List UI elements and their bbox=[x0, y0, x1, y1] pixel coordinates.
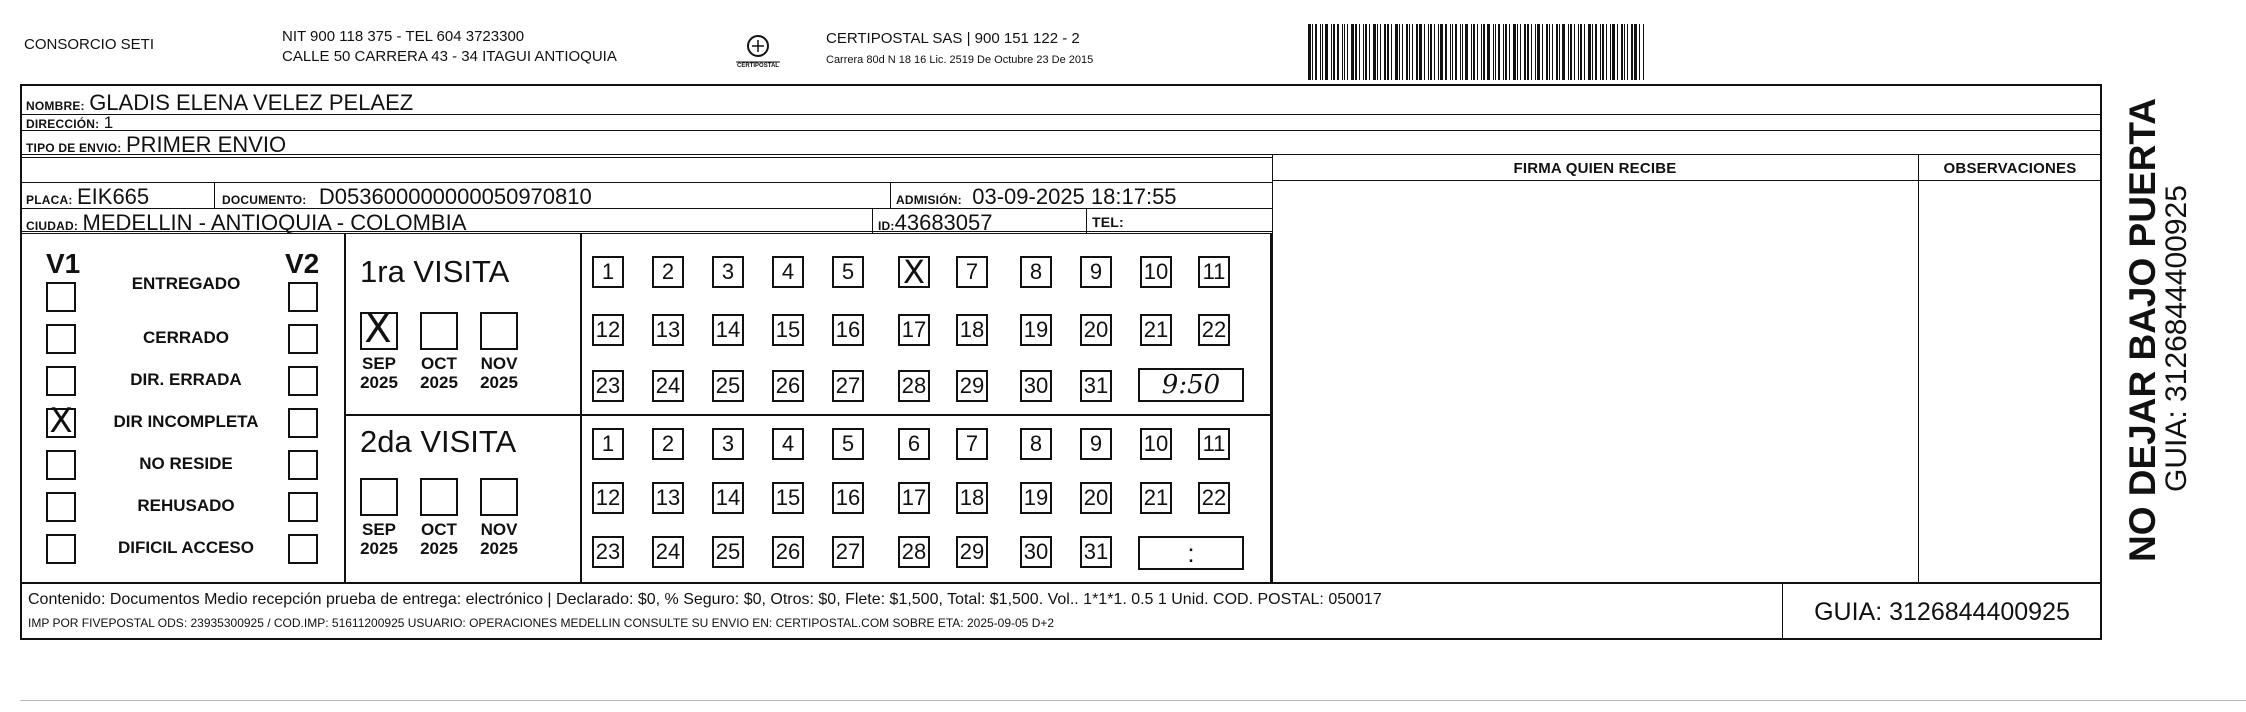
status-v1-checkbox[interactable] bbox=[46, 366, 76, 396]
day-box[interactable]: 12 bbox=[592, 314, 624, 346]
day-box[interactable]: 8 bbox=[1020, 428, 1052, 460]
direccion-field bbox=[26, 113, 114, 132]
day-box[interactable]: 21 bbox=[1140, 482, 1172, 514]
day-box[interactable]: X bbox=[898, 256, 930, 288]
day-box[interactable]: 11 bbox=[1198, 428, 1230, 460]
status-v1-checkbox[interactable] bbox=[46, 492, 76, 522]
day-box[interactable]: 2 bbox=[652, 428, 684, 460]
day-box[interactable]: 11 bbox=[1198, 256, 1230, 288]
day-box[interactable]: 13 bbox=[652, 482, 684, 514]
day-box[interactable]: 6 bbox=[898, 428, 930, 460]
visit2-time: : bbox=[1138, 536, 1244, 570]
id-value: 43683057 bbox=[894, 210, 993, 235]
day-box[interactable]: 2 bbox=[652, 256, 684, 288]
placa-value: EIK665 bbox=[76, 184, 150, 209]
status-v2-checkbox[interactable] bbox=[288, 324, 318, 354]
day-box[interactable]: 30 bbox=[1020, 370, 1052, 402]
day-box[interactable]: 7 bbox=[956, 256, 988, 288]
side-guia-text: GUIA: 3126844400925 bbox=[2160, 185, 2193, 492]
month-checkbox[interactable] bbox=[420, 312, 458, 350]
status-v2-checkbox[interactable] bbox=[288, 450, 318, 480]
documento-value: D053600000000050970810 bbox=[318, 184, 592, 209]
day-box[interactable]: 4 bbox=[772, 256, 804, 288]
barcode bbox=[1308, 24, 1645, 80]
documento-field bbox=[222, 184, 592, 210]
day-box[interactable]: 17 bbox=[898, 314, 930, 346]
admision-field bbox=[896, 184, 1177, 210]
address-line: CALLE 50 CARRERA 43 - 34 ITAGUI ANTIOQUIA bbox=[282, 48, 617, 65]
day-box[interactable]: 31 bbox=[1080, 536, 1112, 568]
day-box[interactable]: 17 bbox=[898, 482, 930, 514]
month-checkbox[interactable] bbox=[480, 312, 518, 350]
status-label: ENTREGADO bbox=[131, 274, 241, 293]
day-box[interactable]: 5 bbox=[832, 256, 864, 288]
status-v1-checkbox[interactable] bbox=[46, 450, 76, 480]
day-box[interactable]: 18 bbox=[956, 314, 988, 346]
status-v1-checkbox[interactable] bbox=[46, 324, 76, 354]
day-box[interactable]: 10 bbox=[1140, 428, 1172, 460]
day-box[interactable]: 1 bbox=[592, 256, 624, 288]
day-box[interactable]: 24 bbox=[652, 370, 684, 402]
visit1-title: 1ra VISITA bbox=[360, 254, 510, 289]
day-box[interactable]: 29 bbox=[956, 370, 988, 402]
status-label: NO RESIDE bbox=[139, 454, 233, 473]
nit-line: NIT 900 118 375 - TEL 604 3723300 bbox=[282, 28, 525, 45]
v1-header: V1 bbox=[46, 248, 81, 279]
tipo-field bbox=[26, 132, 286, 158]
ciudad-value: MEDELLIN - ANTIOQUIA - COLOMBIA bbox=[82, 210, 467, 235]
day-box[interactable]: 12 bbox=[592, 482, 624, 514]
day-box[interactable]: 24 bbox=[652, 536, 684, 568]
month-label: NOV 2025 bbox=[480, 520, 518, 558]
visit2-title: 2da VISITA bbox=[360, 424, 517, 459]
documento-label: DOCUMENTO: bbox=[222, 193, 307, 207]
month-label: NOV 2025 bbox=[480, 354, 518, 392]
day-box[interactable]: 21 bbox=[1140, 314, 1172, 346]
firma-label: FIRMA QUIEN RECIBE bbox=[1513, 160, 1677, 177]
month-label: SEP 2025 bbox=[360, 354, 398, 392]
day-box[interactable]: 22 bbox=[1198, 314, 1230, 346]
month-label: OCT 2025 bbox=[420, 520, 458, 558]
tipo-label: TIPO DE ENVIO: bbox=[26, 141, 122, 155]
day-box[interactable]: 16 bbox=[832, 314, 864, 346]
day-box[interactable]: 20 bbox=[1080, 314, 1112, 346]
day-box[interactable]: 26 bbox=[772, 536, 804, 568]
day-box[interactable]: 16 bbox=[832, 482, 864, 514]
license-line: Carrera 80d N 18 16 Lic. 2519 De Octubre 23 De 2015 bbox=[826, 54, 1094, 66]
day-box[interactable]: 14 bbox=[712, 482, 744, 514]
month-checkbox[interactable] bbox=[360, 478, 398, 516]
status-v2-checkbox[interactable] bbox=[288, 282, 318, 312]
status-label: REHUSADO bbox=[137, 496, 235, 515]
ciudad-label: CIUDAD: bbox=[26, 219, 79, 233]
visit1-time: 9:50 bbox=[1138, 368, 1244, 402]
nombre-label: NOMBRE: bbox=[26, 99, 85, 113]
carrier-line: CERTIPOSTAL SAS | 900 151 122 - 2 bbox=[826, 30, 1080, 47]
day-box[interactable]: 29 bbox=[956, 536, 988, 568]
day-box[interactable]: 26 bbox=[772, 370, 804, 402]
nombre-field bbox=[26, 90, 413, 116]
day-box[interactable]: 5 bbox=[832, 428, 864, 460]
day-box[interactable]: 10 bbox=[1140, 256, 1172, 288]
direccion-label: DIRECCIÓN: bbox=[26, 117, 100, 131]
day-box[interactable]: 1 bbox=[592, 428, 624, 460]
day-box[interactable]: 23 bbox=[592, 370, 624, 402]
day-box[interactable]: 27 bbox=[832, 536, 864, 568]
day-box[interactable]: 27 bbox=[832, 370, 864, 402]
month-label: SEP 2025 bbox=[360, 520, 398, 558]
imp-line: IMP POR FIVEPOSTAL ODS: 23935300925 / COD.IMP: 51611200925 USUARIO: OPERACIONES MEDELLIN CONSULTE SU ENVIO EN: CERTIPOSTAL.COM SOBRE ETA: 2025-09-05 D+2 bbox=[28, 616, 1055, 630]
v2-header: V2 bbox=[285, 248, 320, 279]
tel-field bbox=[1092, 214, 1124, 232]
day-box[interactable]: 19 bbox=[1020, 482, 1052, 514]
status-label: DIR. ERRADA bbox=[130, 370, 242, 389]
logo-text: CERTIPOSTAL bbox=[737, 63, 779, 69]
day-box[interactable]: 23 bbox=[592, 536, 624, 568]
admision-label: ADMISIÓN: bbox=[896, 193, 962, 207]
guia-box: GUIA: 3126844400925 bbox=[1814, 598, 2070, 626]
day-box[interactable]: 28 bbox=[898, 370, 930, 402]
nombre-value: GLADIS ELENA VELEZ PELAEZ bbox=[89, 90, 414, 115]
certipostal-logo bbox=[728, 30, 788, 74]
day-box[interactable]: 15 bbox=[772, 482, 804, 514]
day-box[interactable]: 3 bbox=[712, 428, 744, 460]
tel-label: TEL: bbox=[1092, 214, 1124, 230]
no-dejar-text: NO DEJAR BAJO PUERTA bbox=[2122, 98, 2163, 562]
tipo-value: PRIMER ENVIO bbox=[125, 132, 287, 157]
day-box[interactable]: 19 bbox=[1020, 314, 1052, 346]
day-box[interactable]: 22 bbox=[1198, 482, 1230, 514]
day-box[interactable]: 9 bbox=[1080, 256, 1112, 288]
month-checkbox[interactable] bbox=[480, 478, 518, 516]
id-label: ID: bbox=[878, 219, 895, 233]
status-v1-checkbox[interactable] bbox=[46, 282, 76, 312]
day-box[interactable]: 25 bbox=[712, 536, 744, 568]
day-box[interactable]: 4 bbox=[772, 428, 804, 460]
month-checkbox[interactable] bbox=[420, 478, 458, 516]
status-label: DIR INCOMPLETA bbox=[113, 412, 259, 431]
company-name: CONSORCIO SETI bbox=[24, 36, 155, 53]
day-box[interactable]: 7 bbox=[956, 428, 988, 460]
day-box[interactable]: 15 bbox=[772, 314, 804, 346]
status-v1-checkbox[interactable] bbox=[46, 534, 76, 564]
status-v2-checkbox[interactable] bbox=[288, 408, 318, 438]
status-v2-checkbox[interactable] bbox=[288, 366, 318, 396]
day-box[interactable]: 20 bbox=[1080, 482, 1112, 514]
status-v2-checkbox[interactable] bbox=[288, 534, 318, 564]
day-box[interactable]: 18 bbox=[956, 482, 988, 514]
day-box[interactable]: 9 bbox=[1080, 428, 1112, 460]
day-box[interactable]: 8 bbox=[1020, 256, 1052, 288]
placa-label: PLACA: bbox=[26, 193, 73, 207]
id-field bbox=[878, 210, 993, 236]
contenido-line: Contenido: Documentos Medio recepción prueba de entrega: electrónico | Declarado: $0, % Seguro: $0, Otros: $0, Flete: $1,500, Total: $1,500. Vol.. 1*1*1. 0.5 1 Unid. COD. POSTAL: 050017 bbox=[28, 591, 1382, 608]
day-box[interactable]: 3 bbox=[712, 256, 744, 288]
admision-value: 03-09-2025 18:17:55 bbox=[972, 184, 1177, 209]
observaciones-label: OBSERVACIONES bbox=[1943, 160, 2077, 177]
status-v2-checkbox[interactable] bbox=[288, 492, 318, 522]
day-box[interactable]: 30 bbox=[1020, 536, 1052, 568]
day-box[interactable]: 31 bbox=[1080, 370, 1112, 402]
placa-field bbox=[26, 184, 149, 210]
month-check-mark: X bbox=[364, 306, 392, 352]
day-box[interactable]: 25 bbox=[712, 370, 744, 402]
direccion-value: 1 bbox=[103, 113, 114, 132]
month-label: OCT 2025 bbox=[420, 354, 458, 392]
day-box[interactable]: 13 bbox=[652, 314, 684, 346]
day-box[interactable]: 28 bbox=[898, 536, 930, 568]
status-label: CERRADO bbox=[143, 328, 229, 347]
status-label: DIFICIL ACCESO bbox=[117, 538, 254, 557]
ciudad-field bbox=[26, 210, 466, 236]
status-check-mark: X bbox=[49, 401, 73, 441]
day-box[interactable]: 14 bbox=[712, 314, 744, 346]
